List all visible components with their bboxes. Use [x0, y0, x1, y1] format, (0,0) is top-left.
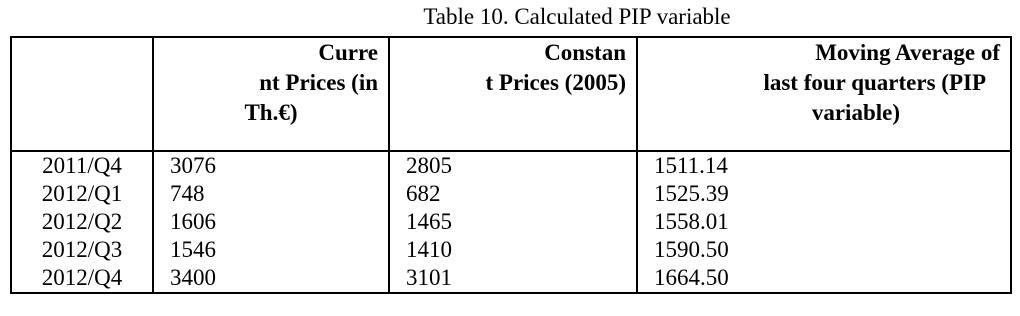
period-cell: 2012/Q3 [11, 236, 153, 264]
current-price-cell: 3400 [153, 264, 389, 293]
moving-average-cell: 1558.01 [637, 208, 1011, 236]
current-price-cell: 1546 [153, 236, 389, 264]
table-row [11, 180, 1011, 208]
period-cell: 2012/Q2 [11, 208, 153, 236]
current-price-cell: 748 [153, 180, 389, 208]
header-constant-line-2: t Prices (2005) [485, 70, 626, 95]
table-row [11, 151, 1011, 180]
constant-price-cell: 1465 [389, 208, 637, 236]
table-row [11, 208, 1011, 236]
moving-average-cell: 1525.39 [637, 180, 1011, 208]
moving-average-cell: 1664.50 [637, 264, 1011, 293]
table-row [11, 236, 1011, 264]
constant-price-cell: 1410 [389, 236, 637, 264]
constant-price-cell: 2805 [389, 151, 637, 180]
period-cell: 2011/Q4 [11, 151, 153, 180]
header-moving-line-3: variable) [811, 100, 900, 125]
header-current-line-1: Curre [318, 40, 378, 65]
header-constant-line-1: Constan [544, 40, 626, 65]
header-current-line-2: nt Prices (in [259, 70, 378, 95]
header-moving-line-2: last four quarters (PIP [763, 70, 986, 95]
constant-price-cell: 682 [389, 180, 637, 208]
period-cell: 2012/Q4 [11, 264, 153, 293]
constant-price-cell: 3101 [389, 264, 637, 293]
header-moving-line-1: Moving Average of [815, 40, 1000, 65]
table-row [11, 264, 1011, 293]
current-price-cell: 3076 [153, 151, 389, 180]
header-constant-prices [389, 37, 637, 151]
header-current-prices [153, 37, 389, 151]
header-moving-average [637, 37, 1011, 151]
header-empty [11, 37, 153, 151]
moving-average-cell: 1590.50 [637, 236, 1011, 264]
period-cell: 2012/Q1 [11, 180, 153, 208]
pip-table [10, 36, 1012, 294]
header-current-line-3: Th.€) [244, 100, 298, 125]
table-caption: Table 10. Calculated PIP variable [423, 4, 731, 29]
header-row [11, 37, 1011, 151]
moving-average-cell: 1511.14 [637, 151, 1011, 180]
current-price-cell: 1606 [153, 208, 389, 236]
